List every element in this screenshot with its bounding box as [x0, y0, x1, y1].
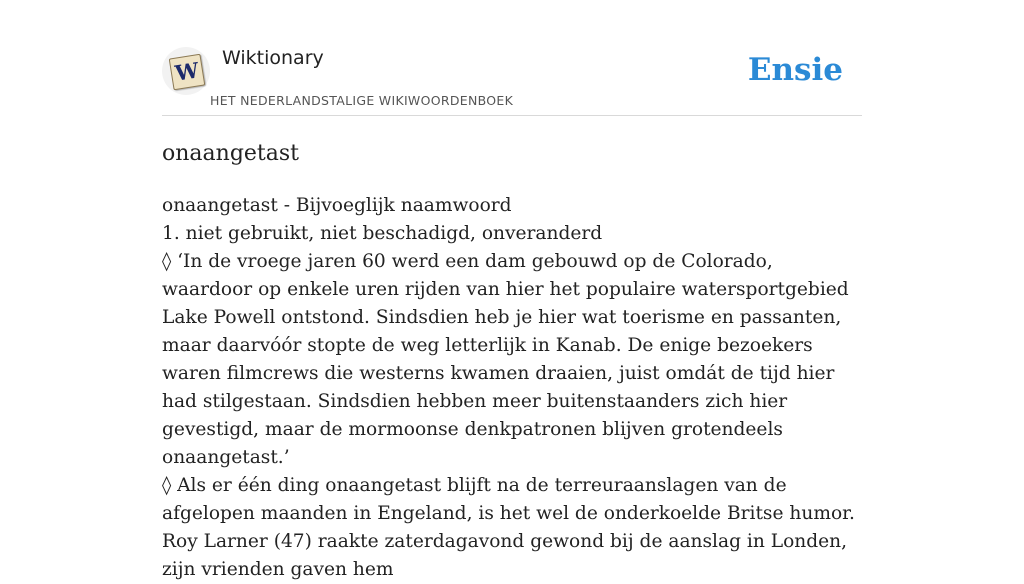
- logo-tile-icon: [169, 54, 206, 91]
- logo-letter: W: [173, 57, 201, 86]
- example-sentence: ◊ ‘In de vroege jaren 60 werd een dam gebouwd op de Colorado, waardoor op enkele uren rijden van hier het populaire watersportgebied Lake Powell ontstond. Sindsdien heb je hier wat toerisme en passanten, maar daarvóór stopte de weg letterlijk in Kanab. De enige bezoekers waren filmcrews die westerns kwamen draaien, juist omdát de tijd hier had stilgestaan. Sindsdien hebben meer buitenstaanders zich hier gevestigd, maar de mormoonse denkpatronen blijven grotendeels onaangetast.’: [162, 251, 849, 468]
- definition: 1. niet gebruikt, niet beschadigd, onveranderd: [162, 223, 603, 244]
- entry-content: [162, 192, 862, 584]
- site-header: [162, 0, 862, 116]
- site-name[interactable]: Wiktionary: [222, 47, 324, 69]
- example-sentence: ◊ Als er één ding onaangetast blijft na de terreuraanslagen van de afgelopen maanden in Engeland, is het wel de onderkoelde Britse humor. Roy Larner (47) raakte zaterdagavond gewond bij de aanslag in Londen, zijn vrienden gaven hem: [162, 475, 855, 580]
- headword-line: onaangetast - Bijvoeglijk naamwoord: [162, 195, 512, 216]
- page-title: onaangetast: [162, 141, 300, 166]
- ensie-brand-logo[interactable]: Ensie: [747, 52, 843, 88]
- site-tagline: HET NEDERLANDSTALIGE WIKIWOORDENBOEK: [210, 93, 514, 108]
- wiktionary-logo[interactable]: [162, 47, 210, 95]
